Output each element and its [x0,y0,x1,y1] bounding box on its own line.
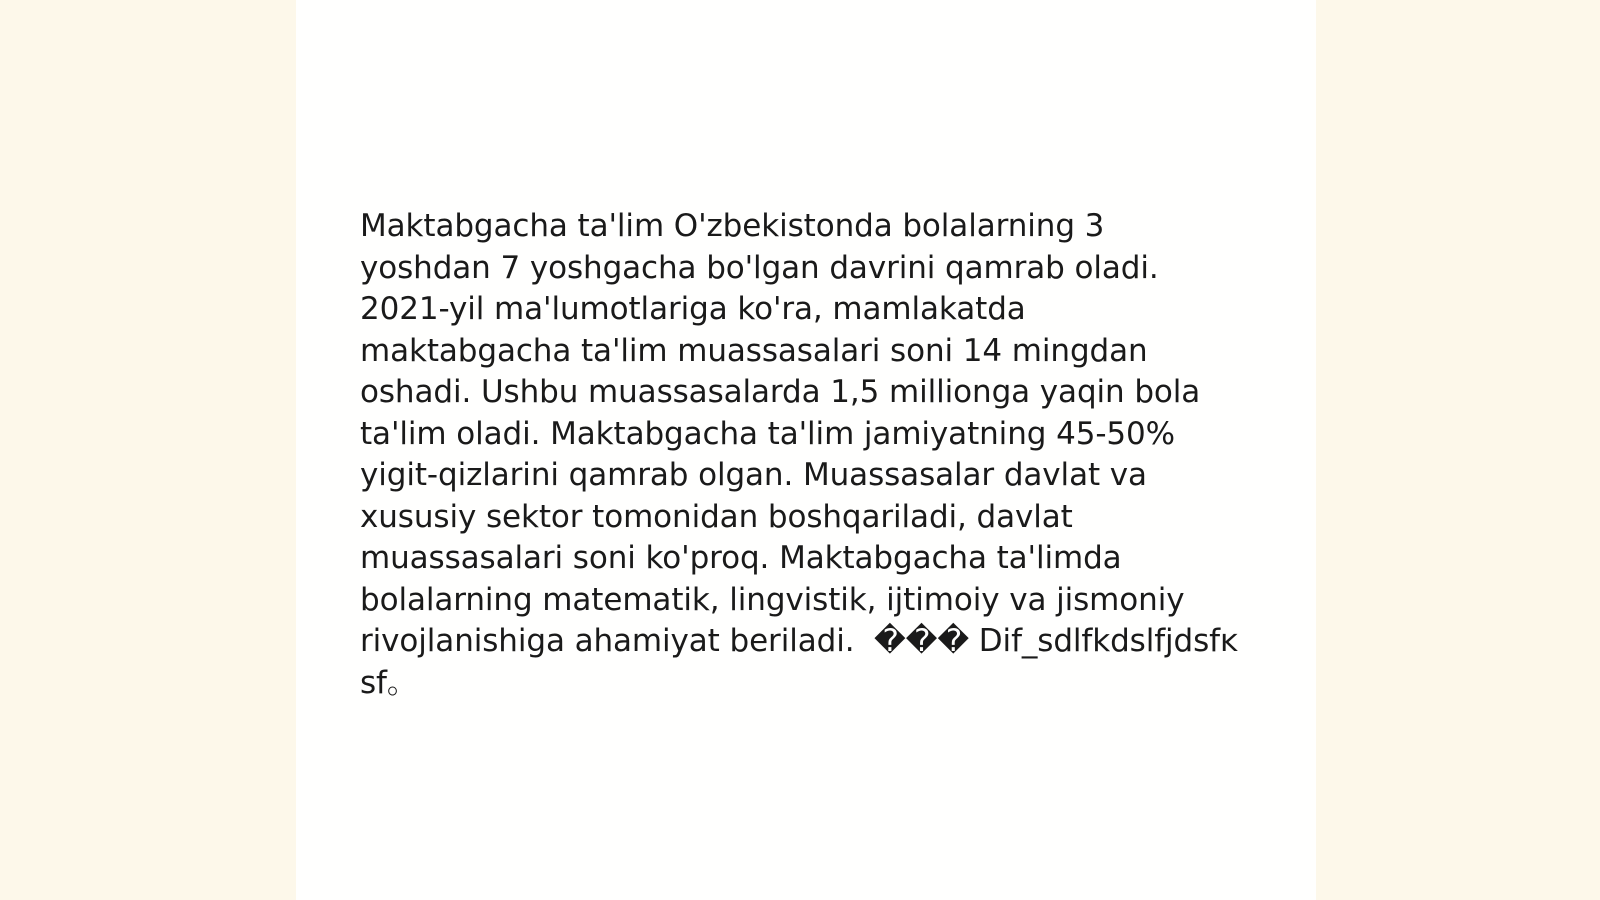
body-paragraph: Maktabgacha ta'lim O'zbekistonda bolalarning 3 yoshdan 7 yoshgacha bo'lgan davrini qamrab oladi. 2021-yil ma'lumotlariga ko'ra, mamlakatda maktabgacha ta'lim muassasalari soni 14 mingdan oshadi. Ushbu muassasalarda 1,5 millionga yaqin bola ta'lim oladi. Maktabgacha ta'lim jamiyatning 45-50% yigit-qizlarini qamrab olgan. Muassasalar davlat va xususiy sektor tomonidan boshqariladi, davlat muassasalari soni ko'proq. Maktabgacha ta'limda bolalarning matematik, lingvistik, ijtimoiy va jismoniy rivojlanishiga ahamiyat beriladi. ��� Dif_sdlfkdslfjdsfĸ sf。 [360,208,1248,701]
document-page [296,0,1316,900]
